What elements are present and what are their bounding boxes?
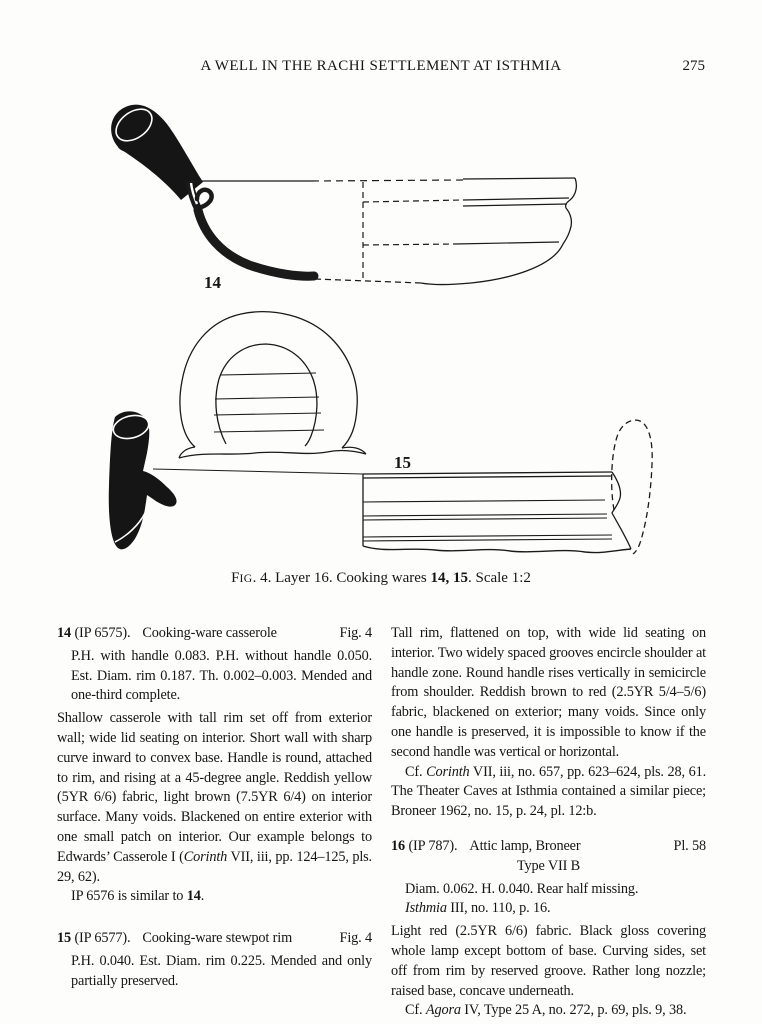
stewpot-restored-handle: [612, 420, 653, 554]
entry-16-dimensions: Diam. 0.062. H. 0.040. Rear half missing.: [405, 880, 639, 897]
entry-14: [57, 624, 372, 907]
entry-15-number: 15: [57, 930, 71, 947]
entry-15-description: Tall rim, flattened on top, with wide lid seating on interior. Two widely spaced grooves encircle shoulder at handle zone. Round handle rises vertically in semicircle from shoulder. Reddish brown to red (2.5YR 5/4–5/6) fabric, blackened on exterior; many voids. Since only one handle is preserved, it is impossible to know if the second handle was vertical or horizontal.: [391, 625, 706, 760]
entry-15-figure-ref: Fig. 4: [339, 930, 372, 947]
page-title: A WELL IN THE RACHI SETTLEMENT AT ISTHMIA: [200, 58, 562, 74]
figure-item-14-label: 14: [204, 273, 221, 292]
entry-14-number: 14: [57, 625, 71, 641]
entry-16-number: 16: [391, 837, 405, 854]
figure-4: [0, 95, 762, 567]
entry-14-measurements: P.H. with handle 0.083. P.H. without handle 0.050. Est. Diam. rim 0.187. Th. 0.002–0.003. Mended and one-third complete.: [71, 647, 372, 704]
entry-16: [391, 837, 706, 1021]
entry-15-citation: Cf. Corinth VII, iii, no. 657, pp. 623–624, pls. 28, 61. The Theater Caves at Isthmia contained a similar piece; Broneer 1962, no. 15, p. 24, pl. 12:b.: [391, 763, 706, 820]
figure-caption: FIG. 4. Layer 16. Cooking wares 14, 15. Scale 1:2: [231, 570, 531, 586]
entry-16-plate-ref: Pl. 58: [673, 837, 706, 854]
entry-14-heading: [57, 624, 372, 644]
entry-16-inventory: (IP 787).: [408, 837, 458, 854]
stewpot-loop-handle: [180, 312, 357, 448]
entry-16-citation: Cf. Agora IV, Type 25 A, no. 272, p. 69, pls. 9, 38.: [405, 1002, 687, 1019]
entry-16-heading: [391, 837, 706, 857]
entry-16-reference: Isthmia III, no. 110, p. 16.: [405, 900, 551, 917]
stewpot-handle-section: [109, 411, 177, 549]
entry-15-heading-left: [57, 929, 292, 949]
casserole-14-drawing: [110, 103, 576, 285]
figure-item-15-label: 15: [394, 453, 411, 472]
text-columns: [57, 624, 706, 1021]
entry-15-inventory: (IP 6577).: [74, 930, 131, 947]
stewpot-15-drawing: [109, 312, 652, 554]
entry-14-inventory: (IP 6575).: [74, 625, 131, 641]
right-column: [391, 624, 706, 1021]
entry-16-description: Light red (2.5YR 6/6) fabric. Black gloss covering whole lamp except bottom of base. Curving sides, set off from rim by reserved groove. Rather long nozzle; raised base, concave underneath.: [391, 923, 706, 999]
entry-14-note: IP 6576 is similar to 14.: [71, 888, 205, 905]
entry-15: [57, 929, 372, 991]
entry-14-heading-left: [57, 624, 277, 644]
pottery-drawings: [85, 95, 685, 567]
entry-16-title: Attic lamp, Broneer: [469, 837, 581, 854]
left-column: [57, 624, 372, 1021]
page-number: 275: [682, 58, 705, 74]
entry-15-measurements: P.H. 0.040. Est. Diam. rim 0.225. Mended and only partially preserved.: [71, 952, 372, 989]
entry-16-heading-left: [391, 837, 580, 857]
entry-16-measurements: [405, 880, 706, 920]
entry-15-title: Cooking-ware stewpot rim: [142, 930, 293, 947]
running-head: [57, 57, 705, 76]
entry-14-description: Shallow casserole with tall rim set off from exterior wall; wide lid seating on interior. Short wall with sharp curve inward to convex base. Handle is round, attached to rim, and rising at a 45-degree angle. Reddish yellow (5YR 6/6) fabric, light brown (7.5YR 6/4) on interior surface. Many voids. Blackened on entire exterior with one small patch on interior. Our example belongs to Edwards’ Casserole I (Corinth VII, iii, pp. 124–125, pls. 29, 62).: [57, 710, 372, 885]
entry-14-figure-ref: Fig. 4: [339, 625, 372, 641]
entry-15-heading: [57, 929, 372, 949]
entry-16-type: Type VII B: [516, 857, 581, 874]
entry-14-title: Cooking-ware casserole: [142, 625, 277, 641]
